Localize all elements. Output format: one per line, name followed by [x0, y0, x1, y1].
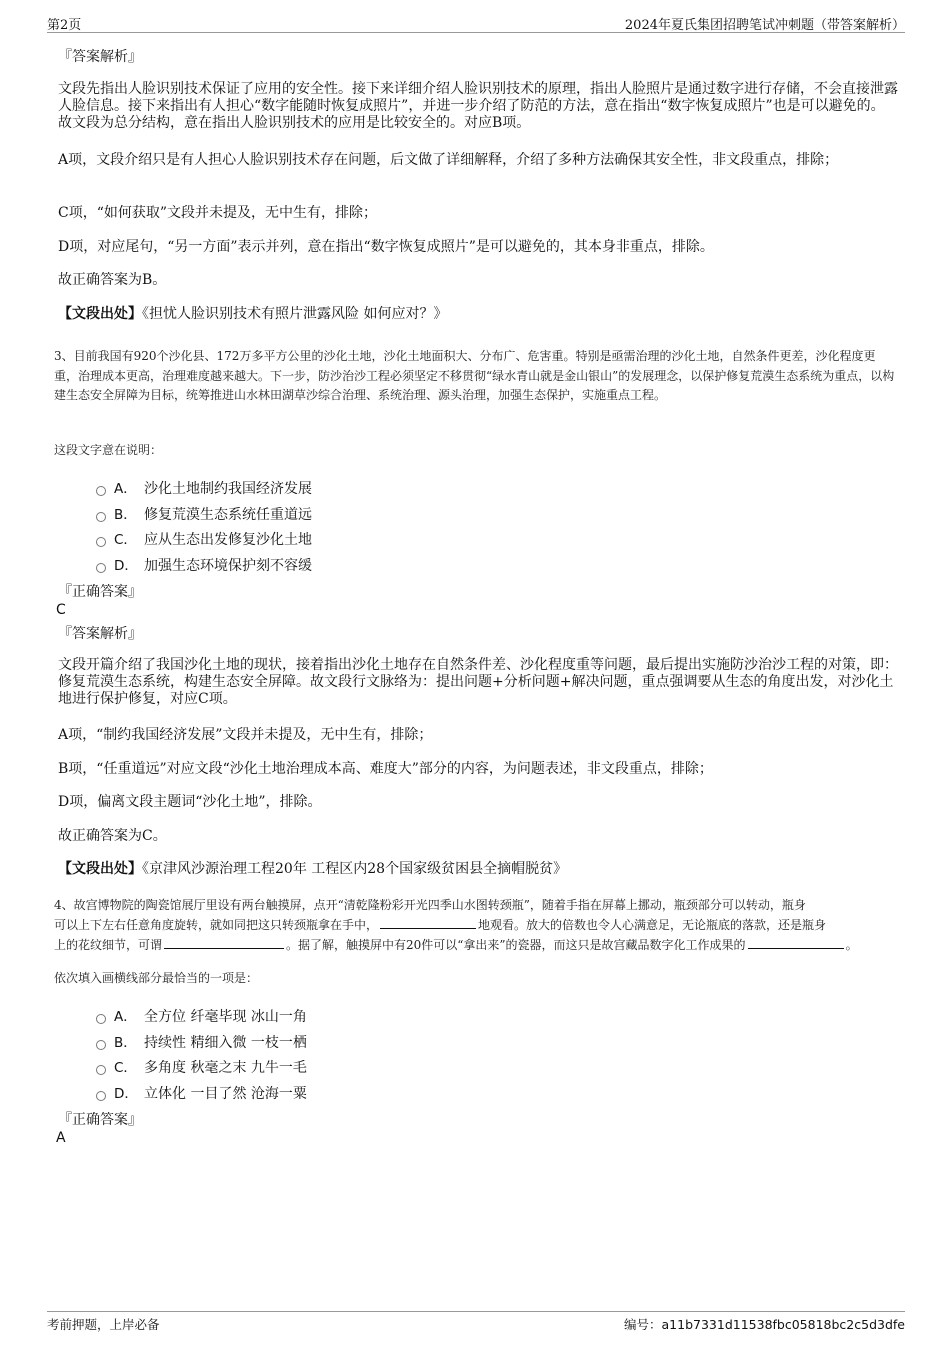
q4-option-a[interactable]: A． 全方位 纤毫毕现 冰山一角	[96, 1005, 307, 1025]
fill-blank-1	[380, 915, 476, 929]
fill-blank-3	[748, 935, 844, 949]
q3-analysis-option-d: D项，偏离文段主题词“沙化土地”，排除。	[58, 794, 322, 810]
q3-analysis-option-b: B项，“任重道远”对应文段“沙化土地治理成本高、难度大”部分的内容，为问题表述，非文段重点，排除；	[58, 761, 713, 777]
q3-option-b[interactable]: B． 修复荒漠生态系统任重道远	[96, 503, 312, 523]
radio-icon[interactable]	[96, 1065, 106, 1075]
q2-analysis-label: 『答案解析』	[58, 49, 142, 65]
q4-stem-line-1: 4、故宫博物院的陶瓷馆展厅里设有两台触摸屏，点开“清乾隆粉彩开光四季山水图转颈瓶”，随着手指在屏幕上挪动，瓶颈部分可以转动，瓶身	[54, 898, 806, 912]
radio-icon[interactable]	[96, 512, 106, 522]
page-footer	[47, 1311, 905, 1332]
radio-icon[interactable]	[96, 537, 106, 547]
q2-analysis-option-d: D项，对应尾句，“另一方面”表示并列，意在指出“数字恢复成照片”是可以避免的，其本身非重点，排除。	[58, 239, 714, 255]
q3-option-d[interactable]: D． 加强生态环境保护刻不容缓	[96, 554, 312, 574]
q3-source	[58, 861, 898, 878]
q3-stem: 3、目前我国有920个沙化县、172万多平方公里的沙化土地，沙化土地面积大、分布广、危害重。特别是亟需治理的沙化土地，自然条件更差，沙化程度更重，治理成本更高，治理难度越来越大。下一步，防沙治沙工程必须坚定不移贯彻“绿水青山就是金山银山”的发展理念，以保护修复荒漠生态系统为重点，以构建生态安全屏障为目标，统筹推进山水林田湖草沙综合治理、系统治理、源头治理，加强生态保护，实施重点工程。	[54, 349, 895, 402]
q3-option-a[interactable]: A． 沙化土地制约我国经济发展	[96, 477, 312, 497]
q2-conclusion: 故正确答案为B。	[58, 272, 167, 288]
radio-icon[interactable]	[96, 563, 106, 573]
q3-analysis-label: 『答案解析』	[58, 626, 142, 642]
radio-icon[interactable]	[96, 1091, 106, 1101]
fill-blank-2	[164, 935, 284, 949]
q3-answer: C	[56, 602, 66, 618]
document-id: 编号：a11b7331d11538fbc05818bc2c5d3dfe	[624, 1317, 905, 1332]
q4-option-b[interactable]: B． 持续性 精细入微 一枝一栖	[96, 1031, 307, 1051]
document-title: 2024年夏氏集团招聘笔试冲刺题（带答案解析）	[624, 18, 905, 33]
page-number: 第2页	[47, 18, 82, 33]
q3-answer-label: 『正确答案』	[58, 584, 142, 600]
q4-answer-label: 『正确答案』	[58, 1112, 142, 1128]
page-header	[47, 12, 905, 33]
footer-slogan: 考前押题，上岸必备	[47, 1317, 160, 1332]
q3-prompt: 这段文字意在说明：	[54, 443, 163, 457]
q3-conclusion: 故正确答案为C。	[58, 828, 167, 844]
q3-source-label: 【文段出处】	[58, 861, 142, 877]
q3-analysis-paragraph: 文段开篇介绍了我国沙化土地的现状，接着指出沙化土地存在自然条件差、沙化程度重等问题，最后提出实施防沙治沙工程的对策，即：修复荒漠生态系统，构建生态安全屏障。故文段行文脉络为：提出问题+分析问题+解决问题，重点强调要从生态的角度出发，对沙化土地进行保护修复，对应C项。	[58, 657, 898, 707]
radio-icon[interactable]	[96, 1040, 106, 1050]
q4-option-c[interactable]: C． 多角度 秋毫之末 九牛一毛	[96, 1056, 307, 1076]
q3-source-title: 《京津风沙源治理工程20年 工程区内28个国家级贫困县全摘帽脱贫》	[142, 861, 568, 877]
q2-analysis-paragraph: 文段先指出人脸识别技术保证了应用的安全性。接下来详细介绍人脸识别技术的原理，指出人脸照片是通过数字进行存储，不会直接泄露人脸信息。接下来指出有人担心“数字能随时恢复成照片”，并进一步介绍了防范的方法，意在指出“数字恢复成照片”也是可以避免的。故文段为总分结构，意在指出人脸识别技术的应用是比较安全的。对应B项。	[58, 81, 898, 131]
q2-source-label: 【文段出处】	[58, 306, 142, 322]
q3-option-c[interactable]: C． 应从生态出发修复沙化土地	[96, 528, 312, 548]
q2-analysis-option-c: C项，“如何获取”文段并未提及，无中生有，排除；	[58, 205, 378, 221]
q2-source	[58, 306, 898, 323]
q3-analysis-option-a: A项，“制约我国经济发展”文段并未提及，无中生有，排除；	[58, 727, 433, 743]
q4-stem-line-2: 可以上下左右任意角度旋转，就如同把这只转颈瓶拿在手中， 地观看。放大的倍数也令人心满意足，无论瓶底的落款，还是瓶身	[54, 915, 899, 936]
q2-source-title: 《担忧人脸识别技术有照片泄露风险 如何应对？》	[142, 306, 448, 322]
q4-answer: A	[56, 1130, 66, 1146]
q4-option-d[interactable]: D． 立体化 一目了然 沧海一粟	[96, 1082, 307, 1102]
q4-stem-line-3: 上的花纹细节，可谓 。据了解，触摸屏中有20件可以“拿出来”的瓷器，而这只是故宫藏品数字化工作成果的 。	[54, 935, 899, 956]
radio-icon[interactable]	[96, 486, 106, 496]
q4-prompt: 依次填入画横线部分最恰当的一项是：	[54, 971, 259, 985]
q2-analysis-option-a: A项，文段介绍只是有人担心人脸识别技术存在问题，后文做了详细解释，介绍了多种方法确保其安全性，非文段重点，排除；	[58, 152, 839, 168]
radio-icon[interactable]	[96, 1014, 106, 1024]
